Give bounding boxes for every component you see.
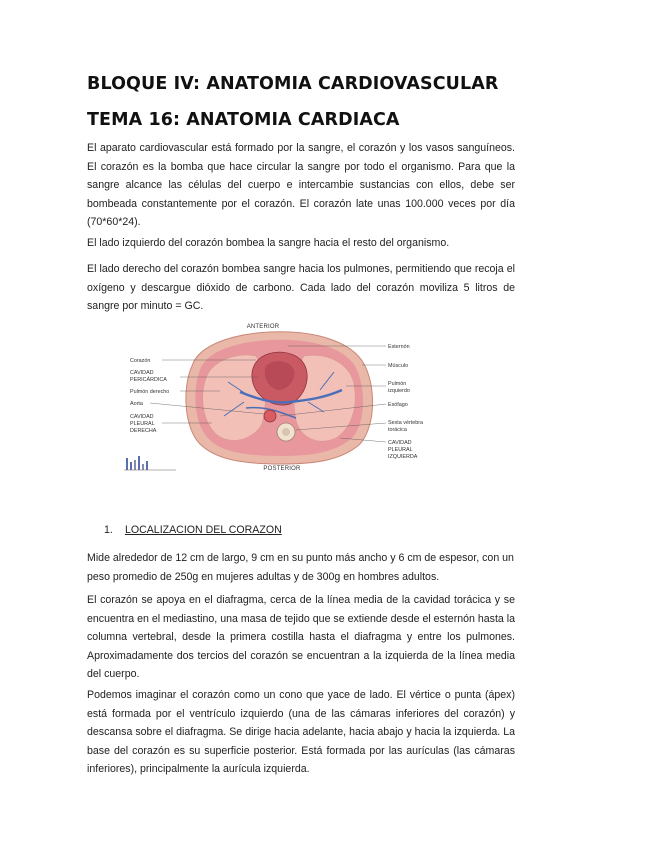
label-cavidad-pleural-izquierda-2: PLEURAL [388, 447, 413, 453]
paragraph-intro: El aparato cardiovascular está formado por la sangre, el corazón y los vasos sanguíneos. El corazón es la bomba que hace circular la sangre por todo el organismo. Para que la sangre alcance las células del cuerpo e intercambie sustancias con ellos, debe ser bombeada constantemente por el corazón. El corazón late unas 100.000 veces por día (70*60*24). [87, 142, 515, 229]
paragraph-left-side: El lado izquierdo del corazón bombea la sangre hacia el resto del organismo. [87, 237, 450, 249]
label-corazon: Corazón [130, 358, 151, 364]
label-sexta-vertebra-2: torácica [388, 427, 407, 433]
figure-label-anterior: ANTERIOR [246, 324, 280, 330]
figure-label-posterior: POSTERIOR [263, 466, 301, 472]
thorax-cross-section-figure [120, 320, 440, 472]
thorax-illustration [186, 332, 373, 464]
section-title: LOCALIZACION DEL CORAZON [124, 524, 282, 536]
section-heading-localizacion [104, 524, 282, 536]
label-pulmon-derecho: Pulmón derecho [130, 389, 170, 395]
publisher-logo-mark [124, 456, 176, 470]
label-cavidad-pleural-izquierda-1: CAVIDAD [388, 440, 412, 446]
label-cavidad-pleural-derecha-3: DERECHA [130, 428, 157, 434]
label-sexta-vertebra-1: Sexta vértebra [388, 420, 424, 426]
label-cavidad-pericardica-1: CAVIDAD [130, 370, 154, 376]
topic-title: TEMA 16: ANATOMIA CARDIACA [87, 110, 400, 130]
paragraph-location: El corazón se apoya en el diafragma, cerca de la línea media de la cavidad torácica y se encuentra en el mediastino, una masa de tejido que se extiende desde el esternón hasta la columna vertebral, desde la primera costilla hasta el diafragma y entre los pulmones. Aproximadamente dos tercios del corazón se encuentran a la izquierda de la línea media del cuerpo. [87, 594, 515, 681]
label-cavidad-pleural-derecha-1: CAVIDAD [130, 414, 154, 420]
block-title: BLOQUE IV: ANATOMIA CARDIOVASCULAR [87, 74, 499, 94]
label-pulmon-izquierdo-2: izquierdo [388, 388, 410, 394]
paragraph-right-side: El lado derecho del corazón bombea sangre hacia los pulmones, permitiendo que recoja el oxígeno y descargue dióxido de carbono. Cada lado del corazón moviliza 5 litros de sangre por minuto = GC. [87, 263, 515, 313]
label-esofago: Esófago [388, 402, 408, 408]
paragraph-cone-shape: Podemos imaginar el corazón como un cono que yace de lado. El vértice o punta (ápex) está formada por el ventrículo izquierdo (una de las cámaras inferiores del corazón) y descansa sobre el diafragma. Se dirige hacia adelante, hacia abajo y hacia la izquierda. La base del corazón es su superficie posterior. Está formada por las aurículas (las cámaras inferiores), principalmente la aurícula izquierda. [87, 689, 515, 776]
label-cavidad-pleural-izquierda-3: IZQUIERDA [388, 454, 418, 460]
label-esternon: Esternón [388, 344, 410, 350]
label-pulmon-izquierdo-1: Pulmón [388, 381, 407, 387]
section-number: 1. [104, 524, 113, 536]
paragraph-dimensions: Mide alrededor de 12 cm de largo, 9 cm en su punto más ancho y 6 cm de espesor, con un peso promedio de 250g en mujeres adultas y de 300g en hombres adultos. [87, 552, 514, 583]
label-musculo: Músculo [388, 363, 409, 369]
label-cavidad-pleural-derecha-2: PLEURAL [130, 421, 155, 427]
label-aorta: Aorta [130, 401, 143, 407]
label-cavidad-pericardica-2: PERICÁRDICA [130, 377, 167, 383]
